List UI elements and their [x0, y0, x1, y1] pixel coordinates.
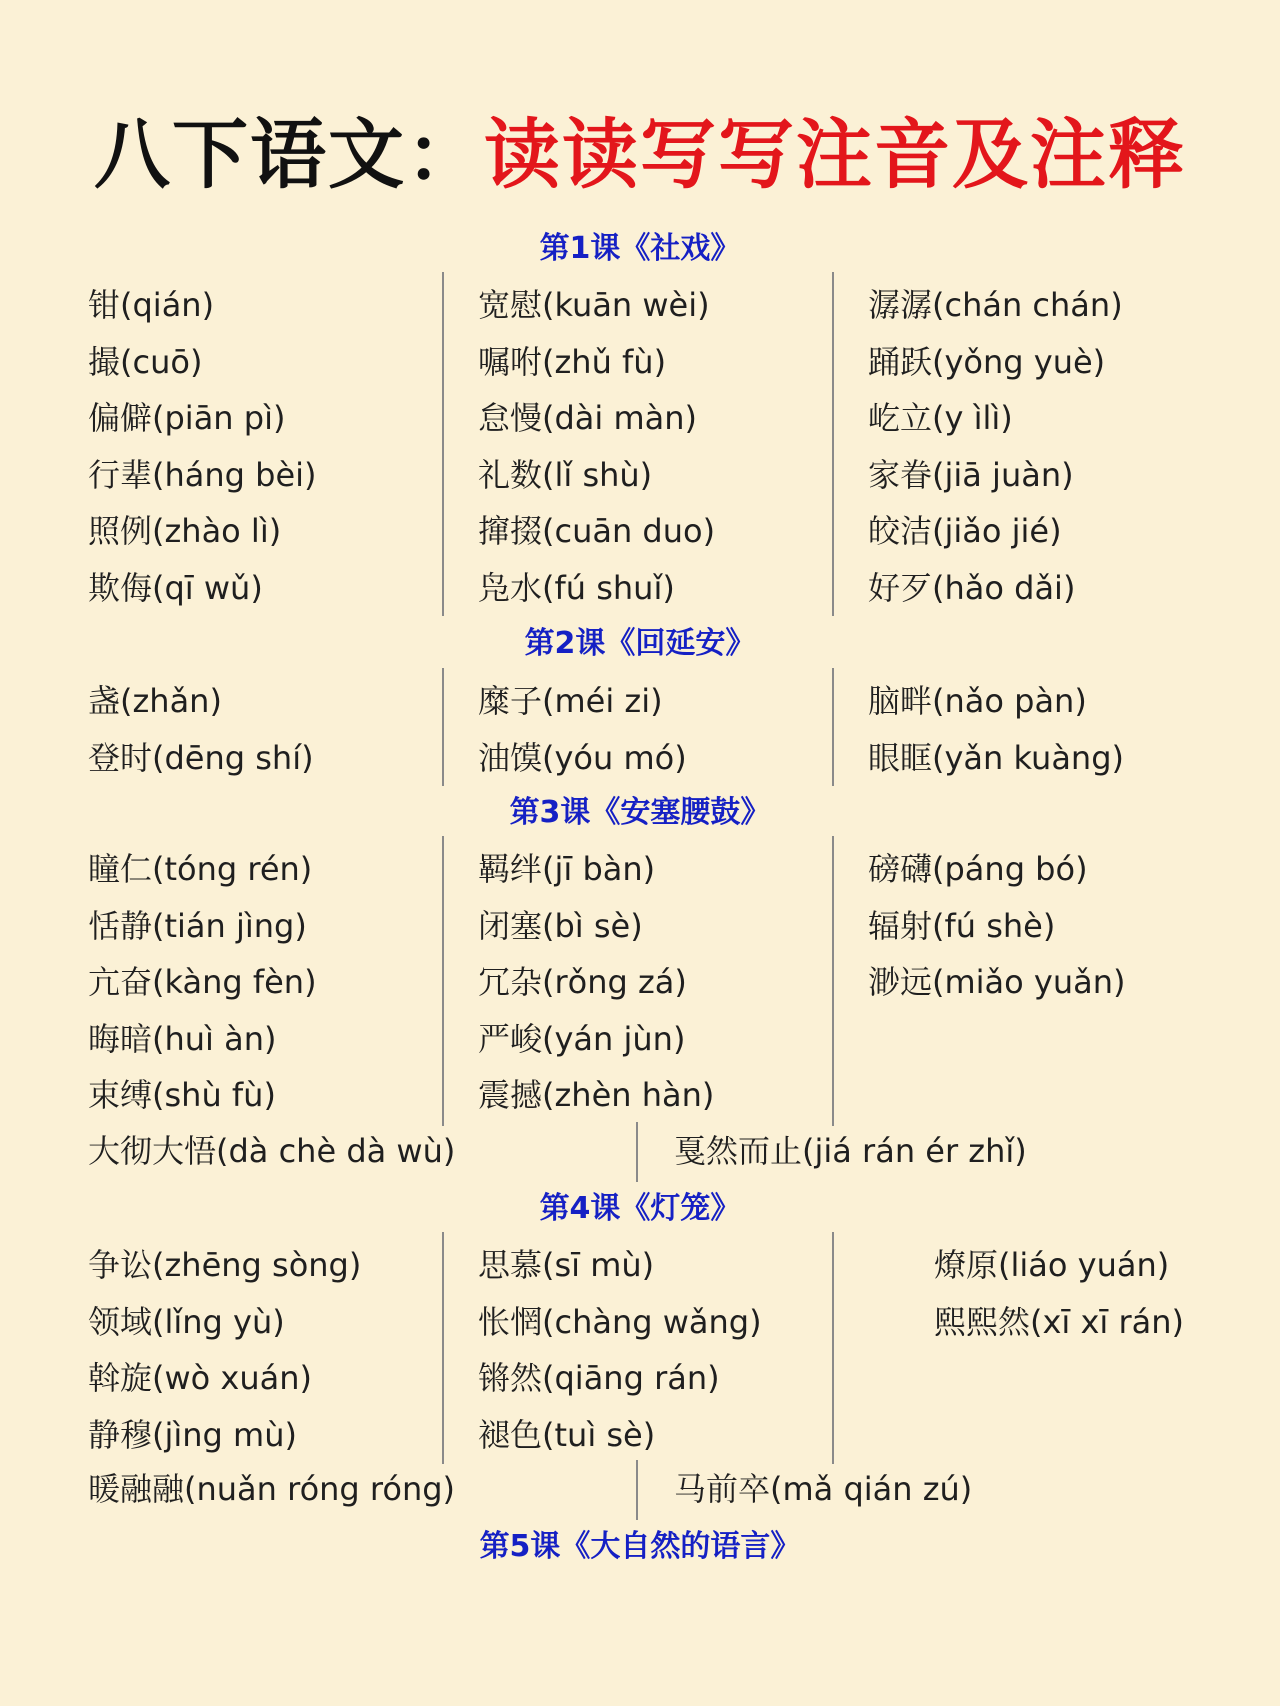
word-item: 思慕(sī mù)	[478, 1246, 655, 1284]
lesson-5-heading: 第5课《大自然的语言》	[479, 1529, 801, 1564]
word-item: 凫水(fú shuǐ)	[478, 568, 675, 607]
lesson-3-column-3	[868, 841, 1126, 1011]
word-item: 恬静(tián jìng)	[88, 906, 307, 945]
column-divider	[832, 668, 834, 786]
word-item: 油馍(yóu mó)	[478, 738, 687, 777]
word-item: 大彻大悟(dà chè dà wù)	[88, 1132, 456, 1170]
page-title	[0, 105, 1280, 205]
word-item: 渺远(miǎo yuǎn)	[868, 963, 1126, 1001]
column-divider	[442, 668, 444, 786]
word-item: 羁绊(jī bàn)	[478, 850, 656, 888]
lesson-2-heading: 第2课《回延安》	[524, 626, 756, 661]
word-item: 马前卒(mǎ qián zú)	[674, 1470, 973, 1508]
lesson-1-column-3	[868, 277, 1123, 616]
column-divider	[636, 1460, 638, 1520]
word-item: 锵然(qiāng rán)	[478, 1359, 720, 1397]
column-divider	[442, 272, 444, 616]
word-item: 严峻(yán jùn)	[478, 1019, 686, 1058]
lesson-4-column-1	[88, 1237, 361, 1463]
word-item: 行辈(háng bèi)	[88, 455, 317, 494]
word-item: 怅惘(chàng wǎng)	[478, 1302, 762, 1341]
word-item: 静穆(jìng mù)	[88, 1415, 297, 1454]
word-item: 糜子(méi zi)	[478, 682, 663, 720]
word-item: 踊跃(yǒng yuè)	[868, 342, 1106, 381]
word-item: 冗杂(rǒng zá)	[478, 963, 687, 1001]
word-item: 斡旋(wò xuán)	[88, 1359, 313, 1397]
word-item: 盏(zhǎn)	[88, 682, 222, 720]
lesson-4-heading: 第4课《灯笼》	[539, 1191, 741, 1226]
word-item: 领域(lǐng yù)	[88, 1302, 285, 1341]
word-item: 潺潺(chán chán)	[868, 286, 1123, 324]
word-item: 宽慰(kuān wèi)	[478, 286, 710, 324]
word-item: 暖融融(nuǎn róng róng)	[88, 1470, 456, 1508]
column-divider	[832, 836, 834, 1126]
lesson-4-column-2	[478, 1237, 762, 1463]
word-item: 照例(zhào lì)	[88, 512, 282, 550]
word-item: 震撼(zhèn hàn)	[478, 1076, 715, 1114]
word-item: 闭塞(bì sè)	[478, 906, 643, 945]
word-item: 钳(qián)	[88, 286, 215, 324]
word-item: 眼眶(yǎn kuàng)	[868, 738, 1125, 777]
word-item: 屹立(y ìlì)	[868, 399, 1013, 437]
lesson-1-heading: 第1课《社戏》	[539, 231, 741, 266]
word-item: 辐射(fú shè)	[868, 906, 1056, 945]
lesson-1-column-1	[88, 277, 317, 616]
lesson-1-column-2	[478, 277, 715, 616]
word-item: 礼数(lǐ shù)	[478, 455, 653, 494]
word-item: 燎原(liáo yuán)	[934, 1246, 1170, 1284]
word-item: 偏僻(piān pì)	[88, 399, 286, 437]
word-item: 脑畔(nǎo pàn)	[868, 682, 1087, 720]
word-item: 家眷(jiā juàn)	[868, 455, 1074, 494]
lesson-3-heading: 第3课《安塞腰鼓》	[509, 795, 771, 830]
word-item: 晦暗(huì àn)	[88, 1019, 277, 1058]
word-item: 亢奋(kàng fèn)	[88, 963, 317, 1001]
lesson-4-column-3	[934, 1237, 1184, 1350]
column-divider	[832, 1232, 834, 1464]
word-item: 争讼(zhēng sòng)	[88, 1246, 362, 1284]
lesson-2-column-2	[478, 673, 687, 786]
word-item: 登时(dēng shí)	[88, 738, 314, 777]
column-divider	[442, 1232, 444, 1464]
word-item: 皎洁(jiǎo jié)	[868, 512, 1062, 550]
word-item: 戛然而止(jiá rán ér zhǐ)	[674, 1132, 1027, 1170]
column-divider	[442, 836, 444, 1126]
lesson-2-column-1	[88, 673, 314, 786]
word-item: 磅礴(páng bó)	[868, 850, 1088, 888]
column-divider	[832, 272, 834, 616]
word-item: 撺掇(cuān duo)	[478, 512, 716, 550]
lesson-3-column-1	[88, 841, 317, 1124]
lesson-2-column-3	[868, 673, 1124, 786]
word-item: 撮(cuō)	[88, 342, 203, 381]
word-item: 束缚(shù fù)	[88, 1076, 276, 1114]
word-item: 嘱咐(zhǔ fù)	[478, 342, 667, 381]
word-item: 熙熙然(xī xī rán)	[934, 1302, 1185, 1341]
word-item: 好歹(hǎo dǎi)	[868, 568, 1076, 607]
title-highlight: 读读写写注音及注释	[484, 110, 1186, 199]
word-item: 瞳仁(tóng rén)	[88, 850, 313, 888]
word-item: 欺侮(qī wǔ)	[88, 568, 263, 607]
lesson-3-column-2	[478, 841, 714, 1124]
word-item: 怠慢(dài màn)	[478, 399, 698, 437]
word-item: 褪色(tuì sè)	[478, 1415, 656, 1454]
title-prefix: 八下语文：	[94, 110, 484, 199]
column-divider	[636, 1122, 638, 1182]
